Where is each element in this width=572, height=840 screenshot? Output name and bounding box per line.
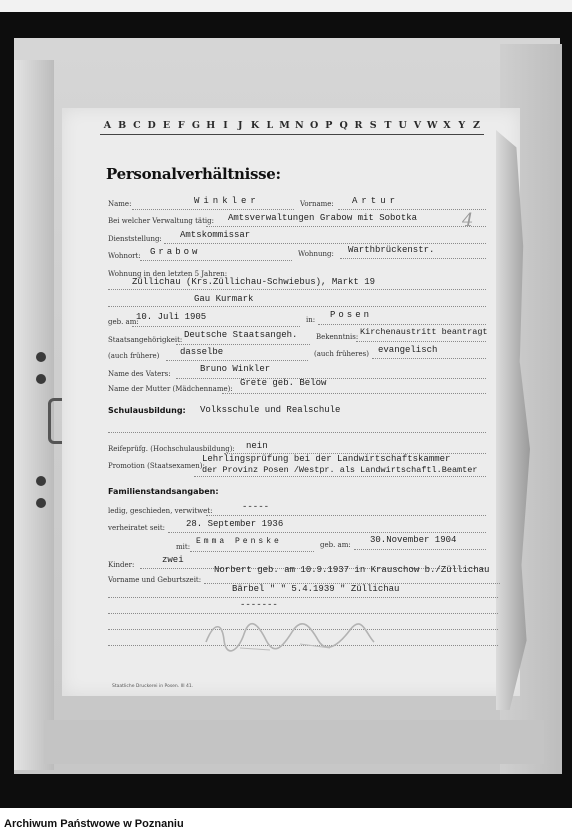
- index-letter-v: V: [413, 119, 422, 131]
- wohnung-label: Wohnung:: [298, 250, 334, 258]
- verheiratet-label: verheiratet seit:: [108, 524, 165, 532]
- dienststellung-value: Amtskommissar: [180, 230, 251, 240]
- rule: [168, 532, 486, 533]
- letzte-jahre-value-1: Züllichau (Krs.Züllichau-Schwiebus), Markt 19: [132, 277, 376, 287]
- rule: [356, 341, 486, 342]
- staatsang-value: Deutsche Staatsangeh.: [184, 330, 298, 340]
- top-light-strip: [0, 0, 572, 12]
- rule: [222, 393, 486, 394]
- in-value: Posen: [330, 310, 373, 320]
- index-letter-k: K: [250, 119, 260, 131]
- ledig-value: -----: [242, 502, 270, 512]
- rule: [176, 344, 310, 345]
- vater-value: Bruno Winkler: [200, 364, 271, 374]
- alphabet-index-bar: [100, 116, 484, 135]
- index-letter-u: U: [398, 119, 407, 131]
- index-letter-w: W: [426, 119, 438, 131]
- reife-label: Reifeprüfg. (Hochschulausbildung):: [108, 445, 235, 453]
- rule: [194, 476, 486, 477]
- faded-signature: [200, 614, 380, 658]
- letzte-jahre-label: Wohnung in den letzten 5 Jahren:: [108, 270, 228, 278]
- rule: [190, 551, 314, 552]
- rule: [354, 549, 486, 550]
- rule: [206, 515, 486, 516]
- verwaltung-label: Bei welcher Verwaltung tätig:: [108, 217, 214, 225]
- kind-dash: -------: [240, 600, 278, 610]
- bekenntnis-label: Bekenntnis:: [316, 333, 359, 341]
- rule: [166, 360, 308, 361]
- promotion-value-1: Lehrlingsprüfung bei der Landwirtschaftskammer: [202, 454, 451, 464]
- rule: [372, 358, 486, 359]
- index-letter-q: Q: [339, 119, 348, 131]
- index-letter-b: B: [118, 119, 127, 131]
- index-letter-f: F: [177, 119, 185, 131]
- mit-geb-value: 30.November 1904: [370, 535, 457, 545]
- rule: [164, 243, 486, 244]
- index-letter-n: N: [294, 119, 304, 131]
- index-letter-y: Y: [458, 119, 466, 131]
- kind1-value: Norbert geb. am 10.9.1937 in Krauschow b./Züllichau: [214, 565, 490, 575]
- schulausbildung-value: Volksschule und Realschule: [200, 405, 341, 415]
- reife-value: nein: [246, 441, 268, 451]
- frueher1-label: (auch frühere): [108, 352, 160, 360]
- frueher2-value: evangelisch: [378, 345, 438, 355]
- index-letter-r: R: [354, 119, 363, 131]
- folder-bottom-edge: [44, 720, 544, 764]
- wohnort-value: Grabow: [150, 247, 201, 257]
- binder-hole-4: [36, 498, 46, 508]
- rule: [340, 258, 486, 259]
- binder-hole-2: [36, 374, 46, 384]
- mit-value: Emma Penske: [196, 537, 282, 546]
- geb-value: 10. Juli 1905: [136, 312, 207, 322]
- geb-label: geb. am:: [108, 318, 139, 326]
- index-letter-d: D: [147, 119, 156, 131]
- card-title: Personalverhältnisse:: [106, 165, 281, 183]
- index-letter-s: S: [369, 119, 377, 131]
- rule: [108, 306, 486, 307]
- mit-label: mit:: [176, 543, 191, 551]
- index-letter-t: T: [384, 119, 392, 131]
- kinder-namen-label: Vorname und Geburtszeit:: [108, 576, 202, 584]
- kind2-value: Bärbel " " 5.4.1939 " Züllichau: [232, 584, 400, 594]
- vorname-label: Vorname:: [300, 200, 334, 208]
- index-letter-g: G: [191, 119, 201, 131]
- verwaltung-value: Amtsverwaltungen Grabow mit Sobotka: [228, 213, 418, 223]
- promotion-value-2: der Provinz Posen /Westpr. als Landwirtschaftl.Beamter: [202, 465, 478, 475]
- index-letter-i: I: [223, 119, 228, 131]
- rule: [108, 432, 486, 433]
- bekenntnis-value: Kirchenaustritt beantragt: [360, 327, 488, 337]
- rule: [108, 597, 498, 598]
- rule: [108, 289, 486, 290]
- vater-label: Name des Vaters:: [108, 370, 171, 378]
- kinder-label: Kinder:: [108, 561, 135, 569]
- letzte-jahre-value-2: Gau Kurmark: [194, 294, 254, 304]
- index-letter-p: P: [325, 119, 333, 131]
- wohnort-label: Wohnort:: [108, 252, 141, 260]
- mit-geb-label: geb. am:: [320, 541, 351, 549]
- index-letter-x: X: [443, 119, 451, 131]
- index-letter-z: Z: [473, 119, 480, 131]
- ledig-label: ledig, geschieden, verwitwet:: [108, 507, 213, 515]
- index-letter-c: C: [133, 119, 141, 131]
- kinder-value: zwei: [162, 555, 184, 565]
- index-letter-o: O: [309, 119, 319, 131]
- familienstand-heading: Familienstandsangaben:: [108, 487, 219, 496]
- promotion-label: Promotion (Staatsexamen):: [108, 462, 205, 470]
- index-letter-a: A: [103, 119, 112, 131]
- index-letter-e: E: [162, 119, 171, 131]
- in-label: in:: [306, 316, 316, 324]
- rule: [132, 209, 294, 210]
- frueher1-value: dasselbe: [180, 347, 224, 357]
- mutter-value: Grete geb. Below: [240, 378, 327, 388]
- personnel-card: [62, 108, 520, 696]
- vorname-value: Artur: [352, 196, 400, 206]
- binder-hole-1: [36, 352, 46, 362]
- index-letter-m: M: [279, 119, 290, 131]
- name-value: Winkler: [194, 196, 260, 206]
- rule: [318, 324, 486, 325]
- index-letter-h: H: [206, 119, 216, 131]
- rule: [176, 378, 486, 379]
- schulausbildung-heading: Schulausbildung:: [108, 406, 186, 415]
- mutter-label: Name der Mutter (Mädchenname):: [108, 385, 233, 393]
- rule: [140, 260, 292, 261]
- rule: [206, 226, 486, 227]
- binder-hole-3: [36, 476, 46, 486]
- verheiratet-value: 28. September 1936: [186, 519, 284, 529]
- rule: [132, 326, 300, 327]
- frueher2-label: (auch früheres): [314, 350, 369, 358]
- index-letter-j: J: [238, 119, 243, 131]
- wohnung-value: Warthbrückenstr.: [348, 245, 435, 255]
- name-label: Name:: [108, 200, 132, 208]
- staatsang-label: Staatsangehörigkeit:: [108, 336, 183, 344]
- archive-credit: Archiwum Państwowe w Poznaniu: [4, 818, 184, 830]
- handwritten-mark: 4: [462, 210, 474, 231]
- printer-imprint: Staatliche Druckerei in Posen. III 41.: [112, 684, 194, 689]
- dienststellung-label: Dienststellung:: [108, 235, 162, 243]
- index-letter-l: L: [266, 119, 274, 131]
